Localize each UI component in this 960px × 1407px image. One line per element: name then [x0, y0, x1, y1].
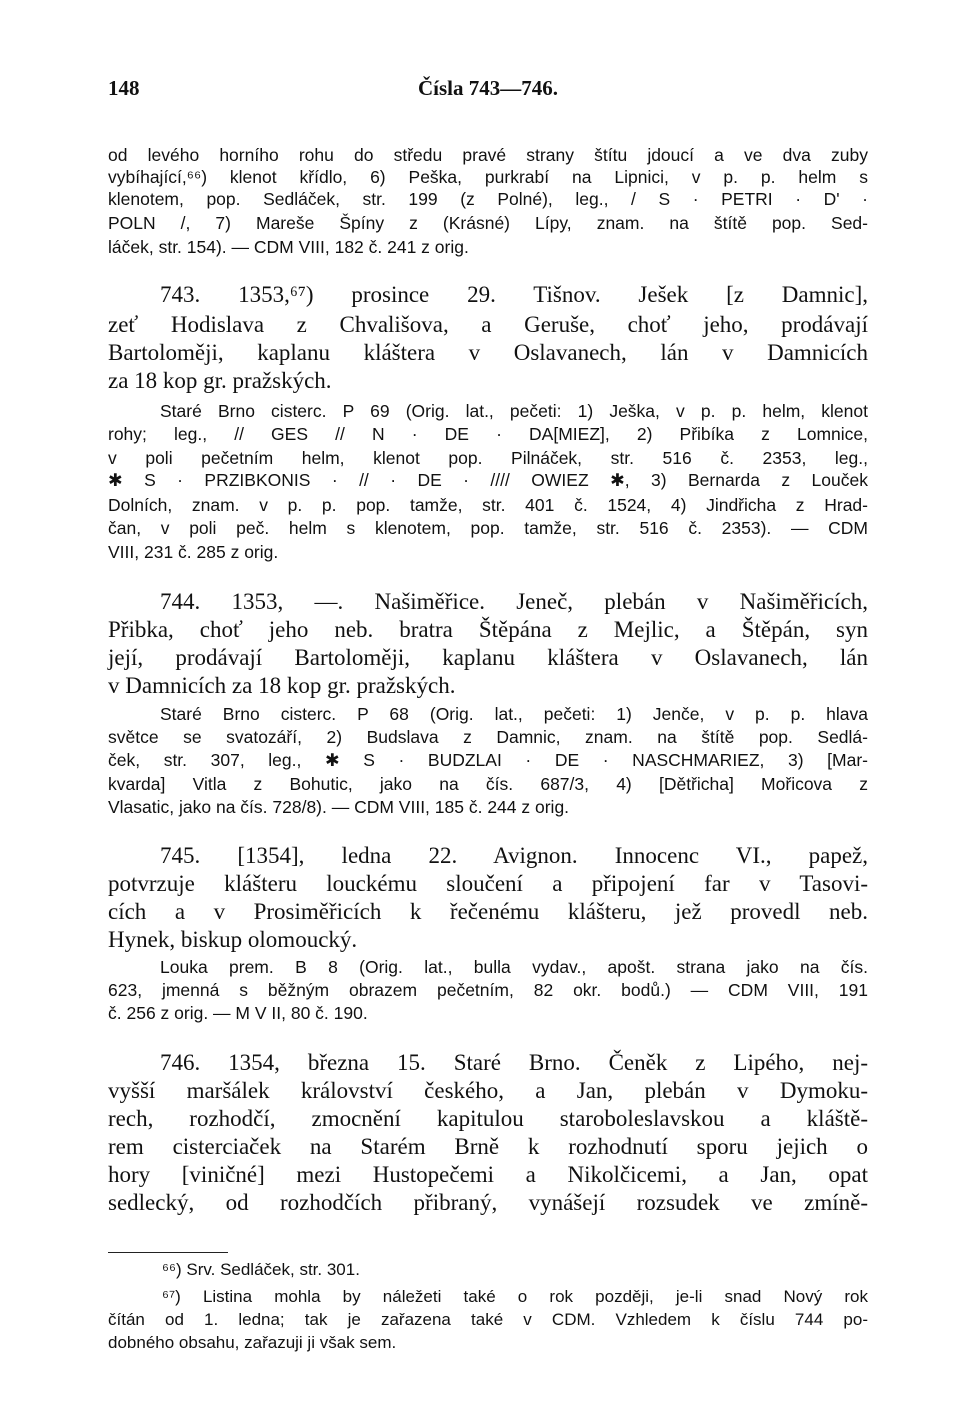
text-line: kvarda] Vitla z Bohutic, jako na čís. 687/3, 4) [Dětřicha] Mořicova z — [108, 774, 868, 794]
text-line: ✱ S · PRZIBKONIS · // · DE · //// OWIEZ ✱, 3) Bernarda z Louček — [108, 470, 868, 490]
text-line: Vlasatic, jako na čís. 728/8). — CDM VIII, 185 č. 244 z orig. — [108, 797, 570, 817]
page-title: Čísla 743—746. — [417, 76, 558, 100]
text-line: ⁶⁶) Srv. Sedláček, str. 301. — [162, 1260, 360, 1279]
text-line: klenotem, pop. Sedláček, str. 199 (z Polné), leg., / S · PETRI · D' · — [108, 189, 868, 209]
text-line: VIII, 231 č. 285 z orig. — [108, 542, 279, 562]
text-line: od levého horního rohu do středu pravé strany štítu jdoucí a ve dva zuby — [108, 145, 868, 165]
text-line: čítán od 1. ledna; tak je zařazena také v CDM. Vzhledem k číslu 744 po- — [108, 1310, 868, 1329]
text-line: Staré Brno cisterc. P 69 (Orig. lat., pečeti: 1) Ješka, v p. p. helm, klenot — [160, 401, 868, 421]
text-line: 743. 1353,⁶⁷) prosince 29. Tišnov. Ješek [z Damnic], — [160, 282, 868, 307]
text-line: její, prodávají Bartoloměji, kaplanu kláštera v Oslavanech, lán — [108, 645, 868, 670]
text-line: zeť Hodislava z Chvališova, a Geruše, choť jeho, prodávají — [108, 312, 868, 337]
text-line: hory [viničné] mezi Hustopečemi a Nikolčicemi, a Jan, opat — [108, 1162, 868, 1187]
text-line: rem cisterciaček na Starém Brně k rozhodnutí sporu jejich o — [108, 1134, 868, 1159]
text-line: rech, rozhodčí, zmocnění kapitulou staroboleslavskou a kláště- — [108, 1106, 868, 1131]
page-header — [108, 76, 868, 104]
text-line: cích a v Prosiměřicích k řečenému klášteru, jež provedl neb. — [108, 899, 868, 924]
text-line: rohy; leg., // GES // N · DE · DA[MIEZ], 2) Přibíka z Lomnice, — [108, 424, 868, 444]
text-line: 623, jmenná s běžným obrazem pečetním, 82 okr. bodů.) — CDM VIII, 191 — [108, 980, 868, 1000]
text-line: v poli pečetním helm, klenot pop. Pilnáček, str. 516 č. 2353, leg., — [108, 448, 868, 468]
text-line: Louka prem. B 8 (Orig. lat., bulla vydav., apošt. strana jako na čís. — [160, 957, 868, 977]
text-line: světce se svatozáří, 2) Budslava z Damnic, znam. na štítě pop. Sedlá- — [108, 727, 868, 747]
text-line: č. 256 z orig. — M V II, 80 č. 190. — [108, 1003, 368, 1023]
footnote-divider — [108, 1252, 228, 1253]
text-line: Bartoloměji, kaplanu kláštera v Oslavanech, lán v Damnicích — [108, 340, 868, 365]
text-line: v Damnicích za 18 kop gr. pražských. — [108, 673, 456, 698]
text-line: Dolních, znam. v p. p. pop. tamže, str. 401 č. 1524, 4) Jindřicha z Hrad- — [108, 495, 868, 515]
text-line: čan, v poli peč. helm s klenotem, pop. tamže, str. 516 č. 2353). — CDM — [108, 518, 868, 538]
text-line: Přibka, choť jeho neb. bratra Štěpána z Mejlic, a Štěpán, syn — [108, 617, 868, 642]
text-line: 746. 1354, března 15. Staré Brno. Čeněk z Lipého, nej- — [160, 1050, 868, 1075]
text-line: sedlecký, od rozhodčích přibraný, vynášejí rozsudek ve zmíně- — [108, 1190, 868, 1215]
page-number: 148 — [108, 76, 140, 100]
text-line: ⁶⁷) Listina mohla by náležeti také o rok později, je-li snad Nový rok — [162, 1287, 868, 1306]
text-line: vyšší maršálek království českého, a Jan, plebán v Dymoku- — [108, 1078, 868, 1103]
text-line: potvrzuje klášteru louckému sloučení a připojení far v Tasovi- — [108, 871, 868, 896]
text-line: za 18 kop gr. pražských. — [108, 368, 332, 393]
text-line: POLN /, 7) Mareše Špíny z (Krásné) Lípy, znam. na štítě pop. Sed- — [108, 213, 868, 233]
text-line: 745. [1354], ledna 22. Avignon. Innocenc VI., papež, — [160, 843, 868, 868]
text-line: Hynek, biskup olomoucký. — [108, 927, 358, 952]
text-line: ček, str. 307, leg., ✱ S · BUDZLAI · DE · NASCHMARIEZ, 3) [Mar- — [108, 750, 868, 770]
text-line: láček, str. 154). — CDM VIII, 182 č. 241 z orig. — [108, 237, 469, 257]
text-line: 744. 1353, —. Našiměřice. Jeneč, plebán v Našiměřicích, — [160, 589, 868, 614]
text-line: vybíhající,⁶⁶) klenot křídlo, 6) Peška, purkrabí na Lipnici, v p. p. helm s — [108, 167, 868, 187]
text-line: dobného obsahu, zařazuji ji však sem. — [108, 1333, 397, 1352]
text-line: Staré Brno cisterc. P 68 (Orig. lat., pečeti: 1) Jenče, v p. p. hlava — [160, 704, 868, 724]
